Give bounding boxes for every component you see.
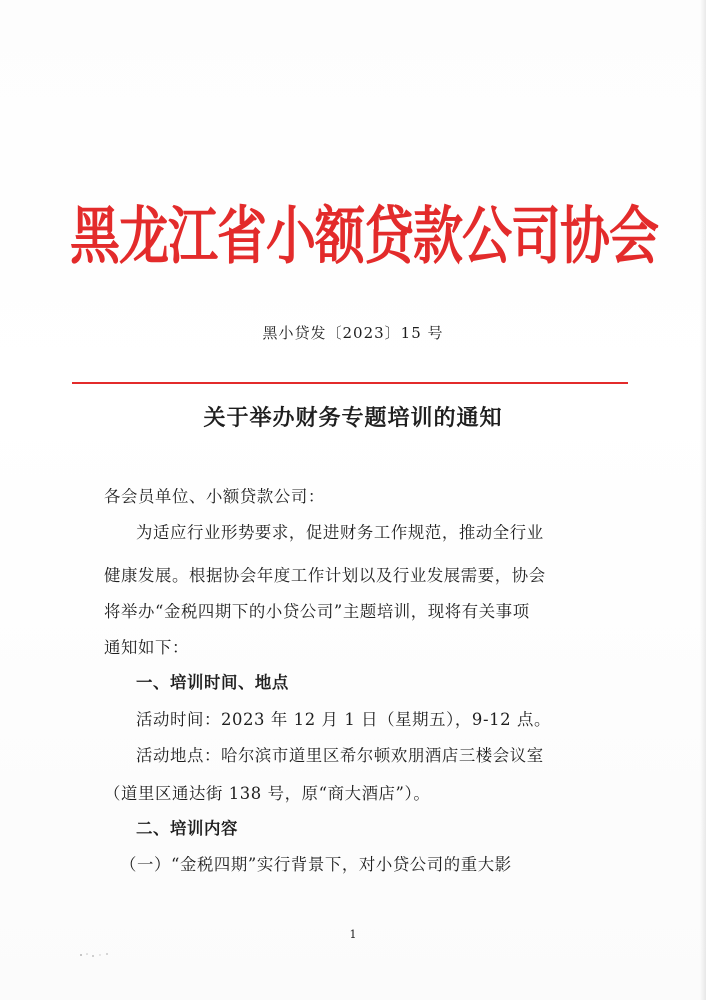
section-2-heading: 二、培训内容 — [136, 819, 238, 838]
page-number: 1 — [349, 928, 357, 941]
intro-line-2: 健康发展。根据协会年度工作计划以及行业发展需要，协会 — [104, 566, 546, 585]
document-number: 黑小贷发〔2023〕15 号 — [262, 324, 444, 342]
letterhead-org-name: 黑龙江省小额贷款公司协会 — [70, 198, 658, 273]
intro-line-3: 将举办“金税四期下的小贷公司”主题培训，现将有关事项 — [104, 602, 530, 621]
salutation: 各会员单位、小额贷款公司： — [104, 487, 325, 506]
section-1-heading: 一、培训时间、地点 — [136, 673, 289, 692]
intro-line-1: 为适应行业形势要求，促进财务工作规范，推动全行业 — [136, 523, 544, 542]
letterhead-red-rule — [72, 382, 628, 384]
notice-title: 关于举办财务专题培训的通知 — [203, 405, 503, 431]
scan-speck-mark — [78, 952, 112, 958]
section-1-place-line-2: （道里区通达街 138 号，原“商大酒店”）。 — [104, 784, 431, 803]
intro-line-4: 通知如下： — [104, 638, 189, 657]
section-2-item-1: （一）“金税四期”实行背景下，对小贷公司的重大影 — [120, 855, 512, 874]
section-1-time: 活动时间：2023 年 12 月 1 日（星期五），9-12 点。 — [136, 710, 551, 729]
section-1-place-line-1: 活动地点：哈尔滨市道里区希尔顿欢朋酒店三楼会议室 — [136, 746, 544, 765]
